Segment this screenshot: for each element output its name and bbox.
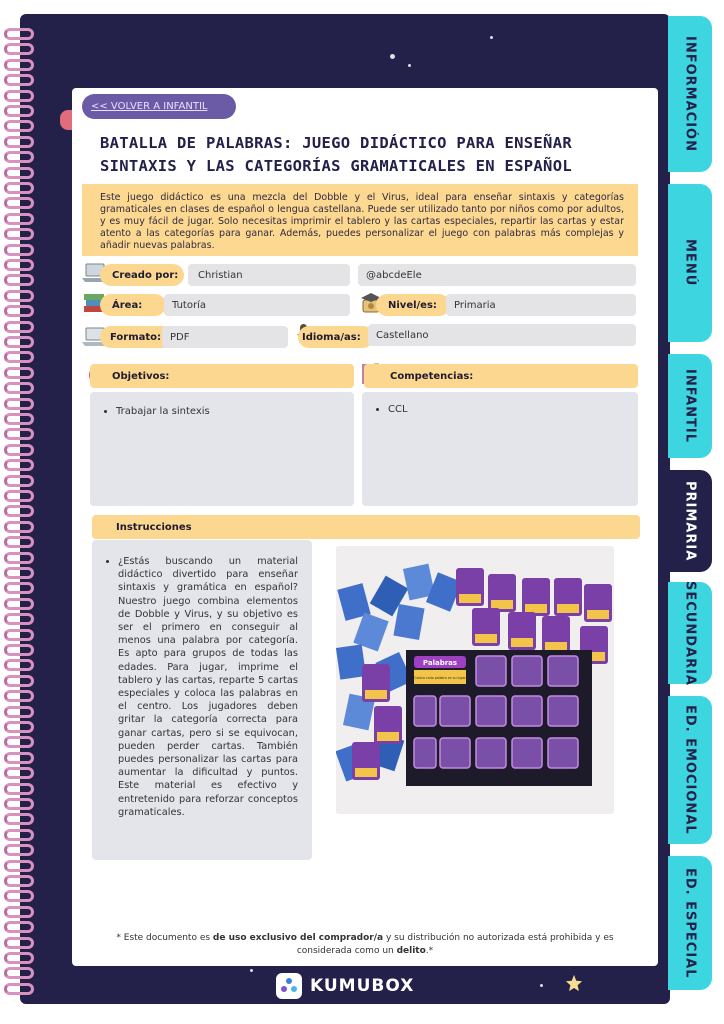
- tab-ed-especial[interactable]: ED. ESPECIAL: [668, 856, 712, 990]
- spiral-ring: [4, 105, 34, 117]
- tab-infantil[interactable]: INFANTIL: [668, 354, 712, 458]
- spiral-ring: [4, 136, 34, 148]
- spiral-ring: [4, 798, 34, 810]
- area-value: Tutoría: [164, 294, 350, 316]
- area-label: Área:: [100, 294, 166, 316]
- spiral-ring: [4, 952, 34, 964]
- spiral-ring: [4, 228, 34, 240]
- spiral-ring: [4, 629, 34, 641]
- spiral-ring: [4, 213, 34, 225]
- description-box: Este juego didáctico es una mezcla del Dobble y el Virus, ideal para enseñar sintaxis y categorías gramaticales en clases de español o lengua castellana. Puede ser utilizado tanto por niños como por adultos, y es muy fácil de jugar. Solo necesitas imprimir el tablero y las cartas especiales, repartir las cartas y estar atento a las categorías para ganar. Además, puedes personalizar el juego con palabras más complejas y añadir nuevas palabras.: [82, 184, 638, 256]
- objetivos-box: [90, 392, 354, 506]
- spiral-ring: [4, 690, 34, 702]
- spiral-ring: [4, 860, 34, 872]
- spiral-ring: [4, 767, 34, 779]
- spiral-ring: [4, 890, 34, 902]
- spiral-ring: [4, 706, 34, 718]
- spiral-ring: [4, 413, 34, 425]
- spiral-ring: [4, 444, 34, 456]
- board-subtitle: Coloca cada palabra en su lugar: [414, 676, 466, 680]
- star-decoration: [250, 969, 253, 972]
- spiral-ring: [4, 382, 34, 394]
- idioma-label: Idioma/as:: [298, 326, 374, 348]
- spiral-ring: [4, 428, 34, 440]
- spiral-ring: [4, 336, 34, 348]
- spiral-ring: [4, 875, 34, 887]
- instrucciones-text: • ¿Estás buscando un material didáctico divertido para enseñar sintaxis y gramática en español? Nuestro juego combina elementos de Dobble y Virus, y su objetivo es ser el primero en conseguir al menos una palabra por categoría. Es apto para grupos de todas las edades. Para jugar, imprime el tablero y las cartas, reparte 5 cartas especiales y coloca las palabras en el centro. Los jugadores deben gritar la categoría correcta para ganar cartas, pero si se equivocan, pueden perder cartas. También puedes personalizar las cartas para aumentar la dificultad y puntos. Este material es efectivo y entretenido para reforzar conceptos gramaticales.: [118, 555, 298, 819]
- spiral-ring: [4, 983, 34, 995]
- spiral-ring: [4, 613, 34, 625]
- spiral-ring: [4, 459, 34, 471]
- star-decoration: [390, 54, 395, 59]
- objetivos-header: Objetivos:: [90, 364, 354, 388]
- competencias-header: Competencias:: [364, 364, 638, 388]
- tab-menu[interactable]: MENÚ: [668, 184, 712, 342]
- star-icon: [565, 974, 583, 992]
- objetivo-item: • Trabajar la sintexis: [116, 406, 354, 417]
- spiral-ring: [4, 197, 34, 209]
- page-title: BATALLA DE PALABRAS: JUEGO DIDÁCTICO PARA ENSEÑAR SINTAXIS Y LAS CATEGORÍAS GRAMATICALES EN ESPAÑOL: [100, 134, 572, 175]
- spiral-ring: [4, 844, 34, 856]
- spiral-ring: [4, 644, 34, 656]
- spiral-ring: [4, 721, 34, 733]
- spiral-ring: [4, 244, 34, 256]
- spiral-ring: [4, 120, 34, 132]
- spiral-ring: [4, 167, 34, 179]
- brand-logo: [276, 972, 414, 1000]
- spiral-ring: [4, 398, 34, 410]
- spiral-ring: [4, 521, 34, 533]
- instrucciones-box: [92, 540, 312, 860]
- idioma-value: Castellano: [368, 324, 636, 346]
- spiral-ring: [4, 783, 34, 795]
- spiral-ring: [4, 813, 34, 825]
- spiral-ring: [4, 151, 34, 163]
- game-photo: [336, 546, 614, 814]
- copyright-notice: * Este documento es de uso exclusivo del comprador/a y su distribución no autorizada está prohibida y es considerada como un delito.*: [116, 933, 614, 956]
- star-decoration: [408, 64, 411, 67]
- spiral-ring: [4, 752, 34, 764]
- spiral-ring: [4, 567, 34, 579]
- spiral-ring: [4, 259, 34, 271]
- spiral-ring: [4, 829, 34, 841]
- spiral-ring: [4, 736, 34, 748]
- spiral-ring: [4, 475, 34, 487]
- spiral-ring: [4, 536, 34, 548]
- instrucciones-header: Instrucciones: [92, 515, 640, 539]
- content-page: [72, 88, 658, 966]
- spiral-ring: [4, 582, 34, 594]
- spiral-ring: [4, 182, 34, 194]
- tab-primaria[interactable]: PRIMARIA: [668, 470, 712, 572]
- spiral-ring: [4, 90, 34, 102]
- spiral-ring: [4, 274, 34, 286]
- spiral-ring: [4, 305, 34, 317]
- formato-label: Formato:: [100, 326, 174, 348]
- spiral-ring: [4, 505, 34, 517]
- spiral-ring: [4, 675, 34, 687]
- competencia-item: • CCL: [388, 404, 638, 415]
- spiral-ring: [4, 937, 34, 949]
- spiral-ring: [4, 906, 34, 918]
- spiral-ring: [4, 967, 34, 979]
- spiral-ring: [4, 321, 34, 333]
- nivel-label: Nivel/es:: [376, 294, 450, 316]
- tab-secundaria[interactable]: SECUNDARIA: [668, 582, 712, 684]
- nivel-value: Primaria: [446, 294, 636, 316]
- competencias-box: [362, 392, 638, 506]
- author-handle: @abcdeEle: [358, 264, 636, 286]
- section-tabs: [664, 0, 724, 1024]
- spiral-ring: [4, 59, 34, 71]
- board-title: Palabras: [422, 659, 458, 667]
- spiral-ring: [4, 28, 34, 40]
- brand-name: KUMUBOX: [310, 976, 415, 996]
- tab-informacion[interactable]: INFORMACIÓN: [668, 16, 712, 172]
- creado-por-label: Creado por:: [100, 264, 184, 286]
- spiral-ring: [4, 552, 34, 564]
- spiral-ring: [4, 290, 34, 302]
- star-decoration: [540, 984, 543, 987]
- formato-value: PDF: [162, 326, 288, 348]
- star-decoration: [490, 36, 493, 39]
- spiral-ring: [4, 598, 34, 610]
- spiral-ring: [4, 921, 34, 933]
- author-name: Christian: [188, 264, 350, 286]
- spiral-ring: [4, 659, 34, 671]
- spiral-ring: [4, 490, 34, 502]
- tab-ed-emocional[interactable]: ED. EMOCIONAL: [668, 696, 712, 844]
- spiral-ring: [4, 43, 34, 55]
- spiral-ring: [4, 74, 34, 86]
- spiral-ring: [4, 367, 34, 379]
- spiral-binding: [0, 28, 40, 1003]
- back-to-infantil-link[interactable]: << VOLVER A INFANTIL: [82, 94, 236, 119]
- spiral-ring: [4, 351, 34, 363]
- kumubox-icon: [276, 973, 302, 999]
